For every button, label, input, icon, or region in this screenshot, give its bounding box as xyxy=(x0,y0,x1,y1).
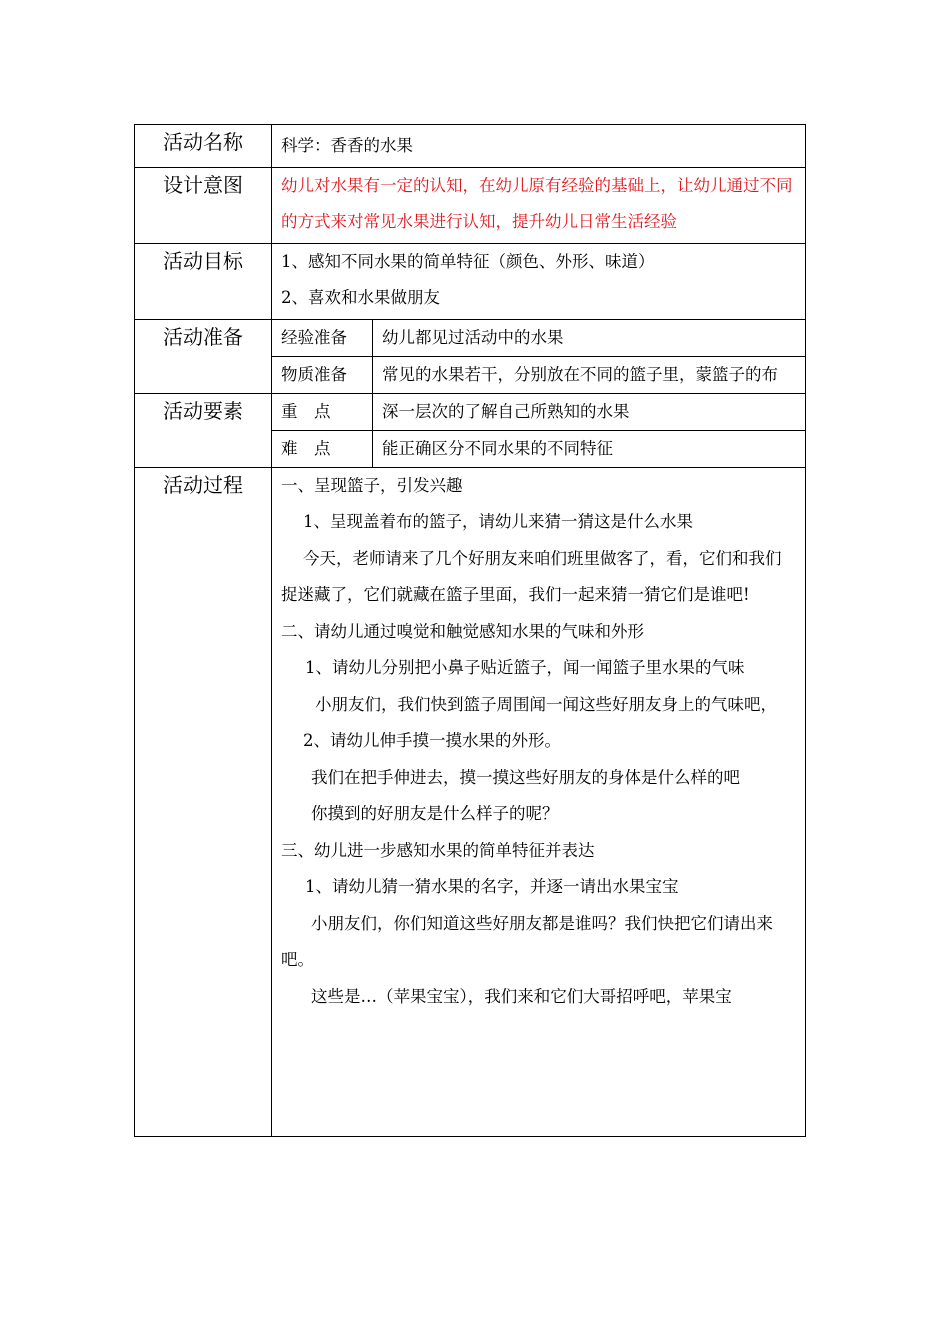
process-line: 1、请幼儿分别把小鼻子贴近篮子，闻一闻篮子里水果的气味 xyxy=(305,658,745,677)
elements-table xyxy=(272,394,805,467)
label-activity-name: 活动名称 xyxy=(135,125,272,168)
row-design-intent xyxy=(135,167,806,243)
label-elements: 活动要素 xyxy=(135,393,272,467)
elements-cell xyxy=(272,393,806,467)
row-process xyxy=(135,467,806,1136)
difficult-point-label: 难 点 xyxy=(272,430,373,467)
process-line: 你摸到的好朋友是什么样子的呢？ xyxy=(311,804,559,823)
label-process: 活动过程 xyxy=(135,467,272,1136)
prep-row-experience xyxy=(272,320,805,357)
goals-list xyxy=(272,243,806,319)
goal-item: 2、喜欢和水果做朋友 xyxy=(281,288,440,307)
activity-name-value: 科学：香香的水果 xyxy=(272,125,806,168)
preparation-table xyxy=(272,320,805,393)
process-line: 1、呈现盖着布的篮子，请幼儿来猜一猜这是什么水果 xyxy=(303,512,693,531)
process-line: 三、幼儿进一步感知水果的简单特征并表达 xyxy=(281,840,595,860)
row-goals xyxy=(135,243,806,319)
row-preparation xyxy=(135,319,806,393)
process-line: 这些是…（苹果宝宝），我们来和它们大哥招呼吧，苹果宝 xyxy=(311,986,732,1006)
material-label: 物质准备 xyxy=(272,356,373,393)
process-line: 二、请幼儿通过嗅觉和触觉感知水果的气味和外形 xyxy=(281,621,644,641)
label-preparation: 活动准备 xyxy=(135,319,272,393)
experience-label: 经验准备 xyxy=(272,320,373,357)
process-line: 小朋友们，你们知道这些好朋友都是谁吗？我们快把它们请出来吧。 xyxy=(281,913,773,969)
process-line: 一、呈现篮子，引发兴趣 xyxy=(281,475,463,495)
preparation-cell xyxy=(272,319,806,393)
process-line: 今天，老师请来了几个好朋友来咱们班里做客了，看，它们和我们捉迷藏了，它们就藏在篮子里面，我们一起来猜一猜它们是谁吧! xyxy=(281,548,782,604)
row-elements xyxy=(135,393,806,467)
process-content xyxy=(272,467,806,1136)
process-line: 我们在把手伸进去，摸一摸这些好朋友的身体是什么样的吧 xyxy=(311,767,740,787)
elements-row-difficult xyxy=(272,430,805,467)
process-line: 小朋友们，我们快到篮子周围闻一闻这些好朋友身上的气味吧， xyxy=(315,694,777,714)
lesson-plan-table xyxy=(134,124,806,1137)
label-goals: 活动目标 xyxy=(135,243,272,319)
elements-row-key xyxy=(272,394,805,431)
material-value: 常见的水果若干，分别放在不同的篮子里，蒙篮子的布 xyxy=(373,356,806,393)
row-activity-name xyxy=(135,125,806,168)
design-intent-text: 幼儿对水果有一定的认知，在幼儿原有经验的基础上，让幼儿通过不同的方式来对常见水果进行认知，提升幼儿日常生活经验 xyxy=(272,167,806,243)
key-point-value: 深一层次的了解自己所熟知的水果 xyxy=(373,394,806,431)
key-point-label: 重 点 xyxy=(272,394,373,431)
label-design-intent: 设计意图 xyxy=(135,167,272,243)
process-line: 2、请幼儿伸手摸一摸水果的外形。 xyxy=(303,731,561,750)
difficult-point-value: 能正确区分不同水果的不同特征 xyxy=(373,430,806,467)
experience-value: 幼儿都见过活动中的水果 xyxy=(373,320,806,357)
process-line: 1、请幼儿猜一猜水果的名字，并逐一请出水果宝宝 xyxy=(305,877,679,896)
prep-row-material xyxy=(272,356,805,393)
goal-item: 1、感知不同水果的简单特征（颜色、外形、味道） xyxy=(281,251,655,271)
